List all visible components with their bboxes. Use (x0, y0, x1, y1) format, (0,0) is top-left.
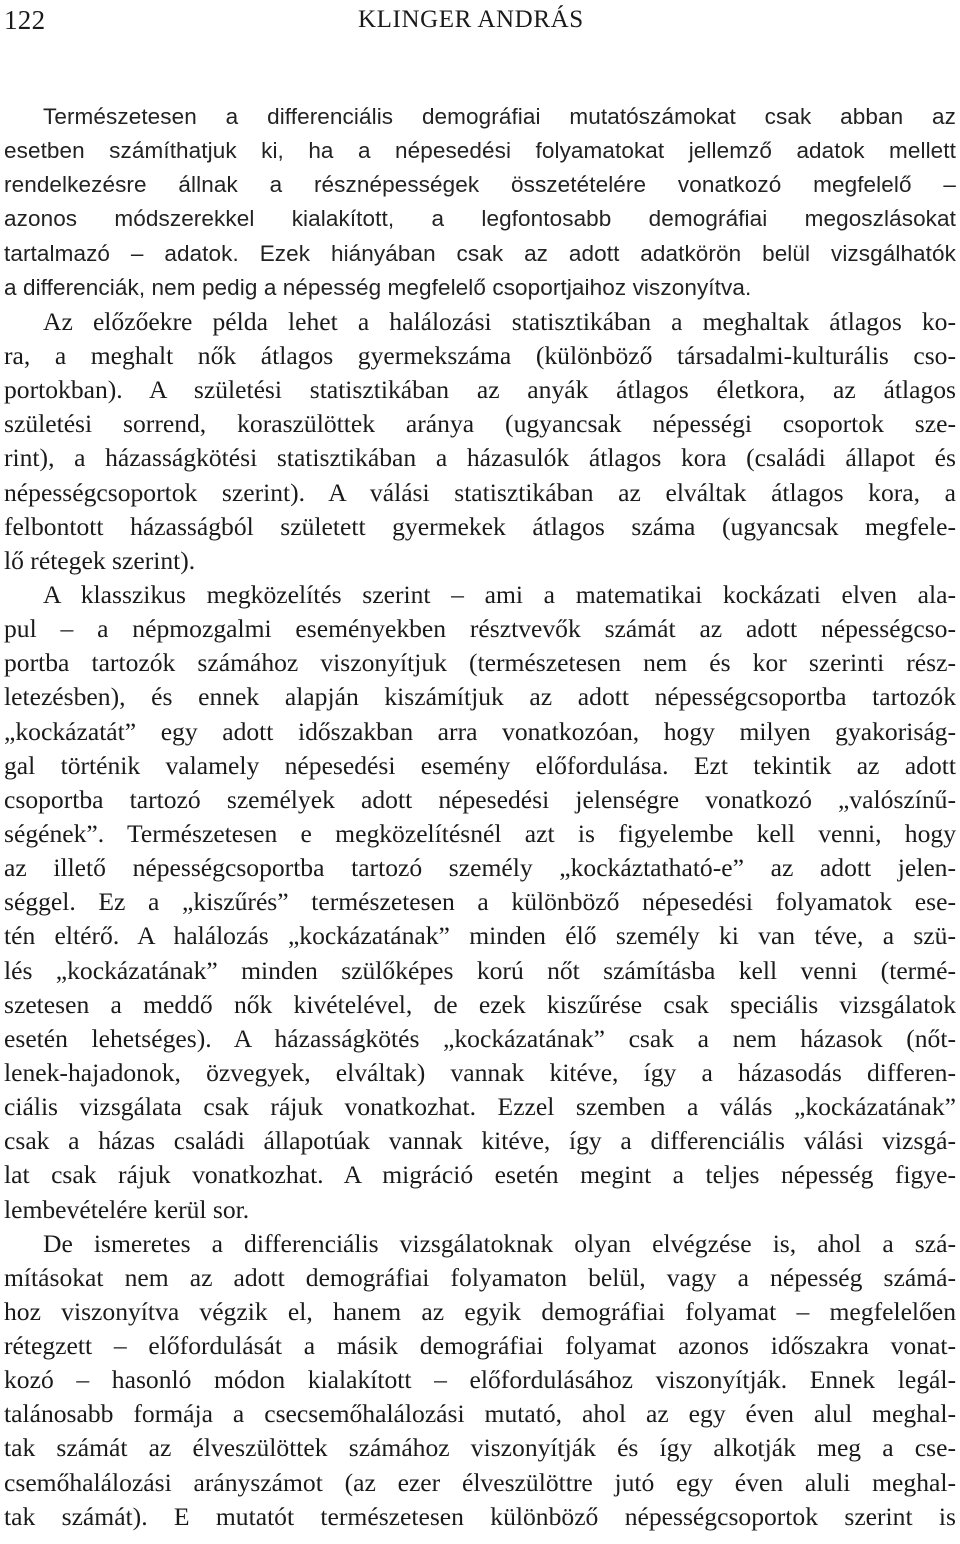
text-line: tartalmazó – adatok. Ezek hiányában csak az adott adatkörön belül vizsgálhatók (4, 240, 956, 266)
text-line: azonos módszerekkel kialakított, a legfontosabb demográfiai megoszlásokat (4, 206, 956, 232)
body-text (4, 100, 956, 1534)
text-line: ra, a meghalt nők átlagos gyermekszáma (különböző társadalmi-kulturális cso- (4, 340, 956, 370)
text-line: esetben számíthatjuk ki, ha a népesedési folyamatokat jellemző adatok mellett (4, 138, 956, 164)
text-line: az illető népességcsoportba tartozó személy „kockáztatható-e” az adott jelen- (4, 853, 956, 883)
paragraph-4 (4, 1227, 956, 1534)
text-line: rétegzett – előfordulását a másik demográfiai folyamat azonos időszakra vonat- (4, 1331, 956, 1361)
text-line: ciális vizsgálata csak rájuk vonatkozhat. Ezzel szemben a válás „kockázatának” (4, 1092, 956, 1122)
text-line: Az előzőekre példa lehet a halálozási statisztikában a meghaltak átlagos ko- (43, 306, 956, 336)
text-line: portba tartozók számához viszonyítjuk (természetesen nem és kor szerinti rész- (4, 648, 956, 678)
text-line: a differenciák, nem pedig a népesség megfelelő csoportjaihoz viszonyítva. (4, 274, 752, 300)
text-line: születési sorrend, koraszülöttek aránya (ugyancsak népességi csoportok sze- (4, 409, 956, 439)
text-line: rendelkezésre állnak a résznépességek összetételére vonatkozó megfelelő – (4, 172, 956, 198)
running-head: KLINGER ANDRÁS (358, 6, 584, 33)
text-line: tén eltérő. A halálozás „kockázatának” minden élő személy ki van téve, a szü- (4, 921, 956, 951)
paragraph-2 (4, 305, 956, 578)
text-line: csak a házas családi állapotúak vannak kitéve, így a differenciális válási vizsgá- (4, 1126, 956, 1156)
text-line: lat csak rájuk vonatkozhat. A migráció esetén megint a teljes népesség figye- (4, 1160, 956, 1190)
text-line: ségének”. Természetesen e megközelítésnél azt is figyelembe kell venni, hogy (4, 818, 956, 848)
text-line: csoportba tartozó személyek adott népesedési jelenségre vonatkozó „valószínű- (4, 784, 956, 814)
text-line: lembevételére kerül sor. (4, 1194, 250, 1224)
text-line: felbontott házasságból született gyermekek átlagos száma (ugyancsak megfele- (4, 511, 956, 541)
text-line: lés „kockázatának” minden szülőképes korú nőt számításba kell venni (termé- (4, 955, 956, 985)
text-line: csemőhalálozási arányszámot (az ezer élveszülöttre jutó egy éven aluli meghal- (4, 1467, 956, 1497)
text-line: lő rétegek szerint). (4, 545, 196, 575)
text-line: pul – a népmozgalmi eseményekben résztvevők számát az adott népességcso- (4, 614, 956, 644)
text-line: mításokat nem az adott demográfiai folyamaton belül, vagy a népesség számá- (4, 1262, 956, 1292)
text-line: talánosabb formája a csecsemőhalálozási mutató, ahol az egy éven alul meghal- (4, 1399, 956, 1429)
text-line: letezésben), és ennek alapján kiszámítjuk az adott népességcsoportba tartozók (4, 682, 956, 712)
text-line: portokban). A születési statisztikában az anyák átlagos életkora, az átlagos (4, 375, 956, 405)
text-line: hoz viszonyítva végzik el, hanem az egyik demográfiai folyamat – megfelelően (4, 1296, 956, 1326)
text-line: szetesen a meddő nők kivételével, de ezek kiszűrése csak speciális vizsgálatok (4, 989, 956, 1019)
paragraph-3 (4, 578, 956, 1227)
text-line: népességcsoportok szerint). A válási statisztikában az elváltak átlagos kora, a (4, 477, 956, 507)
text-line: tak számát). E mutatót természetesen különböző népességcsoportok szerint is (4, 1501, 956, 1531)
text-line: Természetesen a differenciális demográfiai mutatószámokat csak abban az (43, 104, 956, 129)
text-line: esetén lehetséges). A házasságkötés „kockázatának” csak a nem házasok (nőt- (4, 1023, 956, 1053)
text-line: De ismeretes a differenciális vizsgálatoknak olyan elvégzése is, ahol a szá- (43, 1228, 956, 1258)
text-line: gal történik valamely népesedési esemény előfordulása. Ezt tekintik az adott (4, 750, 956, 780)
paragraph-1 (4, 100, 956, 305)
text-line: „kockázatát” egy adott időszakban arra vonatkozóan, hogy milyen gyakoriság- (4, 716, 956, 746)
text-line: lenek-hajadonok, özvegyek, elváltak) vannak kitéve, így a házasodás differen- (4, 1057, 956, 1087)
text-line: A klasszikus megközelítés szerint – ami a matematikai kockázati elven ala- (43, 579, 956, 609)
text-line: rint), a házasságkötési statisztikában a házasulók átlagos kora (családi állapot és (4, 443, 956, 473)
text-line: tak számát az élveszülöttek számához viszonyítják és így alkotják meg a cse- (4, 1433, 956, 1463)
text-line: séggel. Ez a „kiszűrés” természetesen a különböző népesedési folyamatok ese- (4, 887, 956, 917)
page-number: 122 (4, 5, 46, 35)
text-line: kozó – hasonló módon kialakított – előfordulásához viszonyítják. Ennek legál- (4, 1365, 956, 1395)
